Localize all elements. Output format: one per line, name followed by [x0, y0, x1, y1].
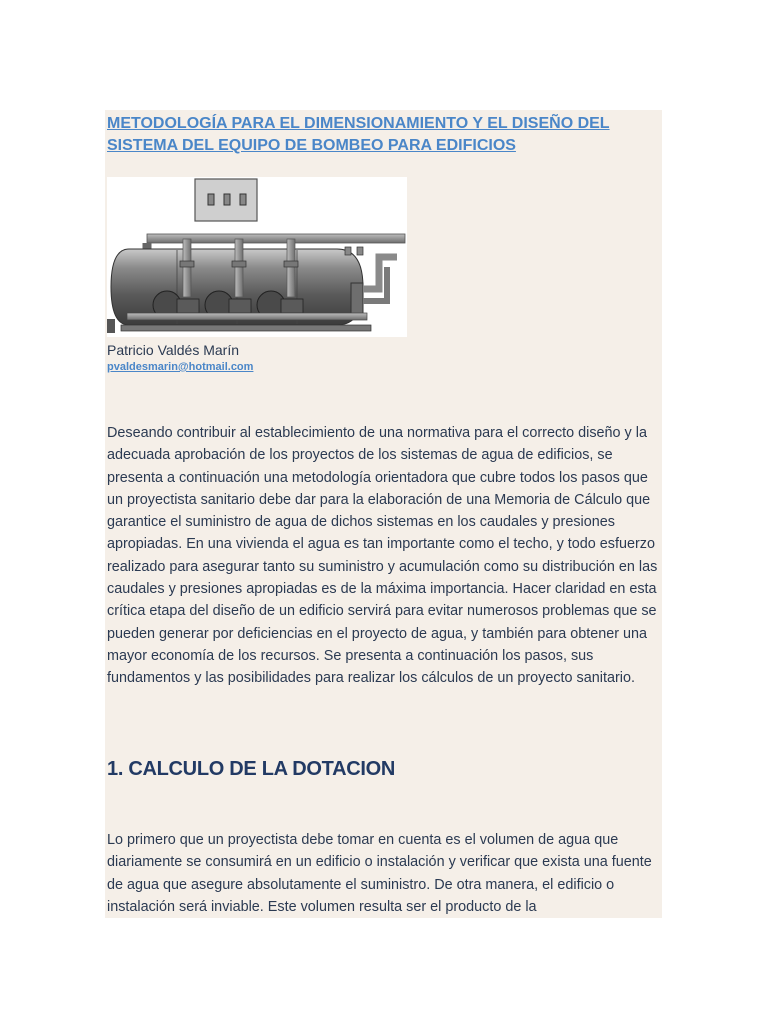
section-heading: 1. CALCULO DE LA DOTACION — [107, 758, 396, 780]
intro-paragraph: Deseando contribuir al establecimiento de una normativa para el correcto diseño y la adecuada aprobación de los proyectos de los sistemas de agua de edificios, se presenta a continuación una metodología orientadora que cubre todos los pasos que un proyectista sanitario debe dar para la elaboración de una Memoria de Cálculo que garantice el suministro de agua de dichos sistemas en los caudales y presiones apropiadas. En una vivienda el agua es tan importante como el techo, y todo esfuerzo realizado para asegurar tanto su suministro y acumulación como su distribución en las caudales y presiones apropiadas es de la máxima importancia. Hacer claridad en esta crítica etapa del diseño de un edificio servirá para evitar numerosos problemas que se pueden generar por deficiencias en el proyecto de agua, y también para obtener una mayor economía de los recursos. Se presenta a continuación los pasos, sus fundamentos y las posibilidades para realizar los cálculos de un proyecto sanitario. — [107, 425, 658, 687]
section-paragraph: Lo primero que un proyectista debe tomar en cuenta es el volumen de agua que diariamente se consumirá en un edificio o instalación y verificar que exista una fuente de agua que asegure absolutamente el suministro. De otra manera, el edificio o instalación será inviable. Este volumen resulta ser el producto de la — [107, 832, 652, 915]
pump-tank-illustration — [107, 177, 407, 337]
document-page — [105, 110, 662, 918]
author-name: Patricio Valdés Marín — [107, 342, 240, 358]
author-email-link[interactable]: pvaldesmarin@hotmail.com — [107, 361, 254, 373]
document-title-link[interactable]: METODOLOGÍA PARA EL DIMENSIONAMIENTO Y EL DISEÑO DEL SISTEMA DEL EQUIPO DE BOMBEO PARA EDIFICIOS — [107, 115, 610, 154]
